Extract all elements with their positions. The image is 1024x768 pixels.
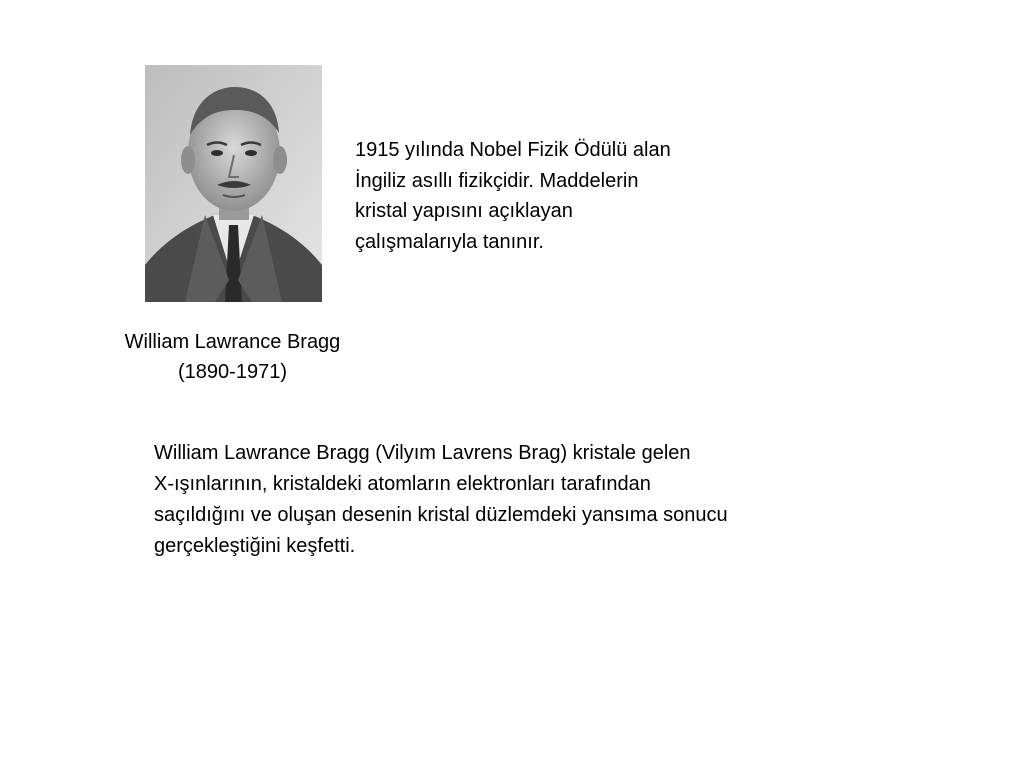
intro-line: çalışmalarıyla tanınır. [355, 230, 544, 253]
intro-paragraph [355, 135, 735, 257]
caption-years: (1890-1971) [178, 361, 287, 383]
caption-name: William Lawrance Bragg [124, 331, 341, 353]
body-line: X-ışınlarının, kristaldeki atomların elektronları tarafından [154, 473, 651, 495]
intro-line: İngiliz asıllı fizikçidir. Maddelerin [355, 169, 639, 192]
portrait-caption [100, 327, 365, 387]
portrait-photo [145, 65, 322, 302]
body-paragraph [154, 438, 854, 562]
body-line: saçıldığını ve oluşan desenin kristal düzlemdeki yansıma sonucu [154, 504, 728, 526]
body-line: William Lawrance Bragg (Vilyım Lavrens Brag) kristale gelen [154, 442, 691, 464]
intro-line: kristal yapısını açıklayan [355, 200, 573, 222]
body-line: gerçekleştiğini keşfetti. [154, 535, 356, 557]
portrait-image [145, 65, 322, 302]
intro-line: 1915 yılında Nobel Fizik Ödülü alan [355, 139, 671, 161]
